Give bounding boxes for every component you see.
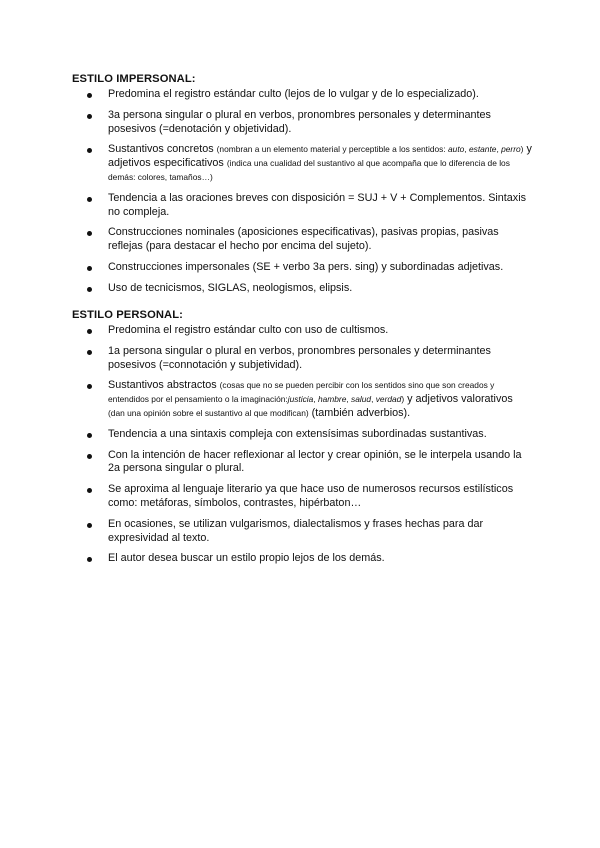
list-item-text: Uso de tecnicismos, SIGLAS, neologismos, elipsis. (108, 281, 353, 294)
list-item (72, 552, 532, 566)
section-personal (72, 308, 532, 566)
list-item-text: 3a persona singular o plural en verbos, pronombres personales y determinantes posesivos (=denotación y objetividad). (108, 108, 491, 135)
note-text: (indica una cualidad del sustantivo al que acompaña que lo diferencia de los demás: colores, tamaños…) (108, 158, 510, 182)
bullet-icon (87, 350, 92, 355)
list-item-text: y adjetivos especificativos (108, 143, 532, 170)
bullet-icon (87, 557, 92, 562)
list-item-text: Predomina el registro estándar culto (lejos de lo vulgar y de lo especializado). (108, 88, 479, 100)
list-item-text: Sustantivos abstractos (108, 379, 220, 392)
section-heading-personal: ESTILO PERSONAL: (72, 309, 183, 321)
list-item-text: Con la intención de hacer reflexionar al lector y crear opinión, se le interpela usando la 2a persona singular o plural. (108, 448, 522, 475)
list-item-text: En ocasiones, se utilizan vulgarismos, dialectalismos y frases hechas para dar expresividad al texto. (108, 517, 484, 544)
list-item-text: (también adverbios). (308, 406, 411, 419)
bullet-icon (87, 148, 92, 153)
bullet-icon (87, 197, 92, 202)
bullet-icon (87, 93, 92, 98)
list-item-text: Se aproxima al lenguaje literario ya que hace uso de numerosos recursos estilísticos como: metáforas, símbolos, contrastes, hipérbaton… (108, 483, 514, 509)
list-item-text: Construcciones nominales (aposiciones especificativas), pasivas propias, pasivas reflejas (para destacar el hecho por encima del sujeto). (108, 226, 499, 253)
list-item-text: Predomina el registro estándar culto con uso de cultismos. (108, 324, 389, 336)
bullet-icon (87, 287, 92, 292)
bullet-icon (87, 488, 92, 493)
bullet-icon (87, 266, 92, 271)
note-text: (cosas que no se pueden percibir con los sentidos sino que son creados y entendidos por el pensamiento o la imaginación:justicia, hambre, salud, verdad) (108, 380, 495, 405)
list-item-text: y adjetivos valorativos (404, 393, 513, 406)
list-item (72, 109, 532, 137)
list-item-text: 1a persona singular o plural en verbos, pronombres personales y determinantes posesivos (=connotación y subjetividad). (108, 344, 491, 371)
list-item-text: Construcciones impersonales (SE + verbo 3a pers. sing) y subordinadas adjetivas. (108, 260, 504, 273)
list-item-text: Tendencia a las oraciones breves con disposición = SUJ + V + Complementos. Sintaxis no compleja. (108, 191, 526, 218)
section-impersonal (72, 72, 532, 296)
list-item-text: El autor desea buscar un estilo propio lejos de los demás. (108, 552, 385, 565)
bullet-icon (87, 329, 92, 334)
list-item (72, 143, 532, 184)
bullet-icon (87, 384, 92, 389)
list-item (72, 518, 532, 546)
list-item (72, 261, 532, 275)
list-item (72, 345, 532, 373)
list-item-text: Sustantivos concretos (108, 143, 217, 156)
list-item (72, 428, 532, 442)
list-item (72, 379, 532, 420)
list-item (72, 449, 532, 477)
list-item (72, 282, 532, 296)
section-heading-impersonal: ESTILO IMPERSONAL: (72, 73, 196, 85)
bullet-icon (87, 454, 92, 459)
note-text: (nombran a un elemento material y perceptible a los sentidos: auto, estante, perro) (216, 144, 524, 155)
bullet-list-personal (72, 324, 532, 566)
list-item (72, 483, 532, 511)
list-item (72, 324, 532, 338)
bullet-list-impersonal (72, 88, 532, 296)
bullet-icon (87, 523, 92, 528)
list-item (72, 226, 532, 254)
list-item (72, 192, 532, 220)
bullet-icon (87, 231, 92, 236)
list-item-text: Tendencia a una sintaxis compleja con extensísimas subordinadas sustantivas. (108, 427, 487, 440)
list-item (72, 88, 532, 102)
bullet-icon (87, 114, 92, 119)
note-text: (dan una opinión sobre el sustantivo al que modifican) (108, 407, 309, 418)
bullet-icon (87, 433, 92, 438)
